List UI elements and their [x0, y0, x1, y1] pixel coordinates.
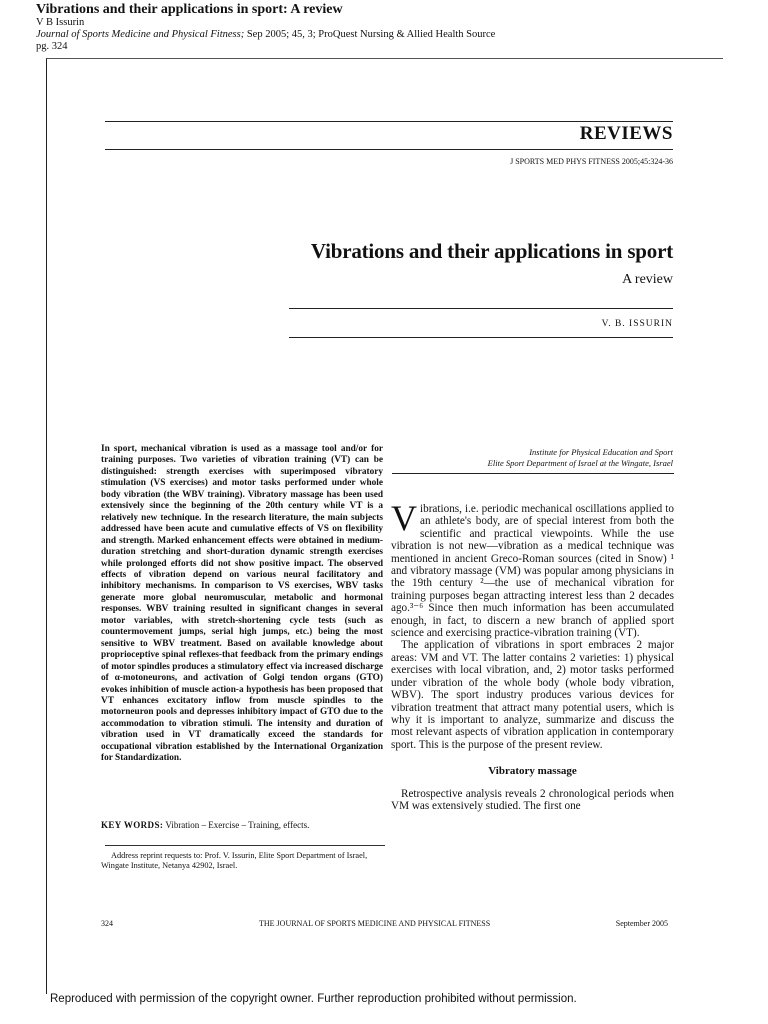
section-heading: Vibratory massage — [488, 765, 577, 778]
journal-name: Journal of Sports Medicine and Physical Fitness; — [36, 29, 245, 40]
key-words-list: Vibration – Exercise – Training, effects. — [163, 820, 310, 830]
body-paragraph-3: Retrospective analysis reveals 2 chronological periods when VM was extensively studied. The first one — [391, 787, 674, 812]
document-page: pg. 324 — [36, 41, 68, 52]
abstract-text: In sport, mechanical vibration is used as a massage tool and/or for training purposes. Two varieties of vibration training (VT) can be distinguished: strength exercises with superimposed vibratory stimulation (VS exercises) and motor tasks performed under whole body vibration (the WBV training). Vibratory massage has been used extensively since the beginning of the 20th century while VT is a relatively new technique. In the research literature, the main subjects addressed have been acute and cumulative effects of VS on flexibility and strength. Marked enhancement effects were obtained in medium-duration stretching and short-duration dynamic strength exercises while prolonged efforts did not show positive impact. The observed effects of vibration depend on various neural facilitatory and inhibitory mechanisms. In comparison to VS exercises, WBV tasks generate more global neuromuscular, metabolic and hormonal responses. WBV training resulted in significant changes in several motor variables, with stretch-shortening cycle tests (such as countermovement jumps, serial high jumps, etc.) being the most sensitive to WBV treatment. Based on available knowledge about proprioceptive spinal reflexes-that feedback from the primary endings of motor spindles produces a stimulatory effect via increased discharge of α-motoneurons, and activation of Golgi tendon organs (GTO) evokes inhibition of muscle action-a hypothesis has been proposed that VT enhances excitatory inflow from muscle spindles to the motorneuron pools and depresses inhibitory impact of GTO due to the accommodation to vibration stimuli. The intensity and duration of vibration used in VT dramatically exceed the standards for occupational vibration established by the International Organization for Standardization. — [101, 444, 383, 764]
document-source — [36, 29, 756, 41]
copyright-notice: Reproduced with permission of the copyright owner. Further reproduction prohibited without permission. — [50, 993, 577, 1005]
address-rule — [105, 845, 385, 846]
body-paragraph-1-text: ibrations, i.e. periodic mechanical oscillations applied to an athlete's body, are of special interest from both the scientific and practical viewpoints. While the use vibration is not new—vibration as a medical technique was mentioned in ancient Greco-Roman sources (cited in Snow) ¹ and vibratory massage (VM) was popular among physicians in the 19th century ²—the use of mechanical vibration for training purposes began attracting interest less than 2 decades ago.³⁻⁶ Since then much information has been accumulated enough, in fact, to discern a new branch of applied sport science and exercising practice-vibration training (VT). — [391, 503, 674, 640]
document-title: Vibrations and their applications in sport: A review — [36, 2, 343, 17]
drop-cap: V — [391, 498, 417, 538]
abstract — [101, 444, 383, 765]
affiliation-line-1: Institute for Physical Education and Sport — [529, 447, 673, 457]
author-rule — [289, 337, 673, 338]
article-body — [391, 498, 674, 812]
affiliation-line-2: Elite Sport Department of Israel at the Wingate, Israel — [487, 458, 673, 468]
top-rule — [105, 121, 673, 122]
footer-date: September 2005 — [615, 919, 668, 928]
body-paragraph-2: The application of vibrations in sport embraces 2 major areas: VM and VT. The latter contains 2 varieties: 1) physical exercises with local vibration, and, 2) motor tasks performed under vibration of the whole body (whole body vibration, WBV). The sport industry produces various devices for vibration treatment that attract many potential users, which is why it is important to analyze, summarize and discuss the most relevant aspects of vibration application in contemporary sport. This is the purpose of the present review. — [391, 639, 674, 751]
reviews-rule — [105, 149, 673, 150]
page-number: 324 — [101, 919, 113, 928]
source-details: Sep 2005; 45, 3; ProQuest Nursing & Allied Health Source — [244, 29, 496, 40]
title-rule — [289, 308, 673, 309]
journal-citation: J SPORTS MED PHYS FITNESS 2005;45:324-36 — [510, 157, 673, 166]
scanned-page — [46, 58, 723, 994]
document-author: V B Issurin — [36, 17, 85, 28]
key-words-label: KEY WORDS: — [101, 820, 164, 830]
body-paragraph-1 — [391, 498, 674, 640]
article-author: V. B. ISSURIN — [601, 319, 673, 329]
footer-journal: THE JOURNAL OF SPORTS MEDICINE AND PHYSICAL FITNESS — [259, 919, 491, 928]
section-label: REVIEWS — [579, 123, 673, 144]
article-subtitle: A review — [622, 272, 673, 287]
affiliation-rule — [392, 473, 674, 474]
reprint-address: Address reprint requests to: Prof. V. Issurin, Elite Sport Department of Israel, Wingate Institute, Netanya 42902, Israel. — [101, 851, 368, 870]
document-header — [36, 2, 756, 53]
affiliation — [383, 447, 673, 469]
key-words — [101, 820, 391, 830]
article-title: Vibrations and their applications in sport — [310, 239, 673, 263]
